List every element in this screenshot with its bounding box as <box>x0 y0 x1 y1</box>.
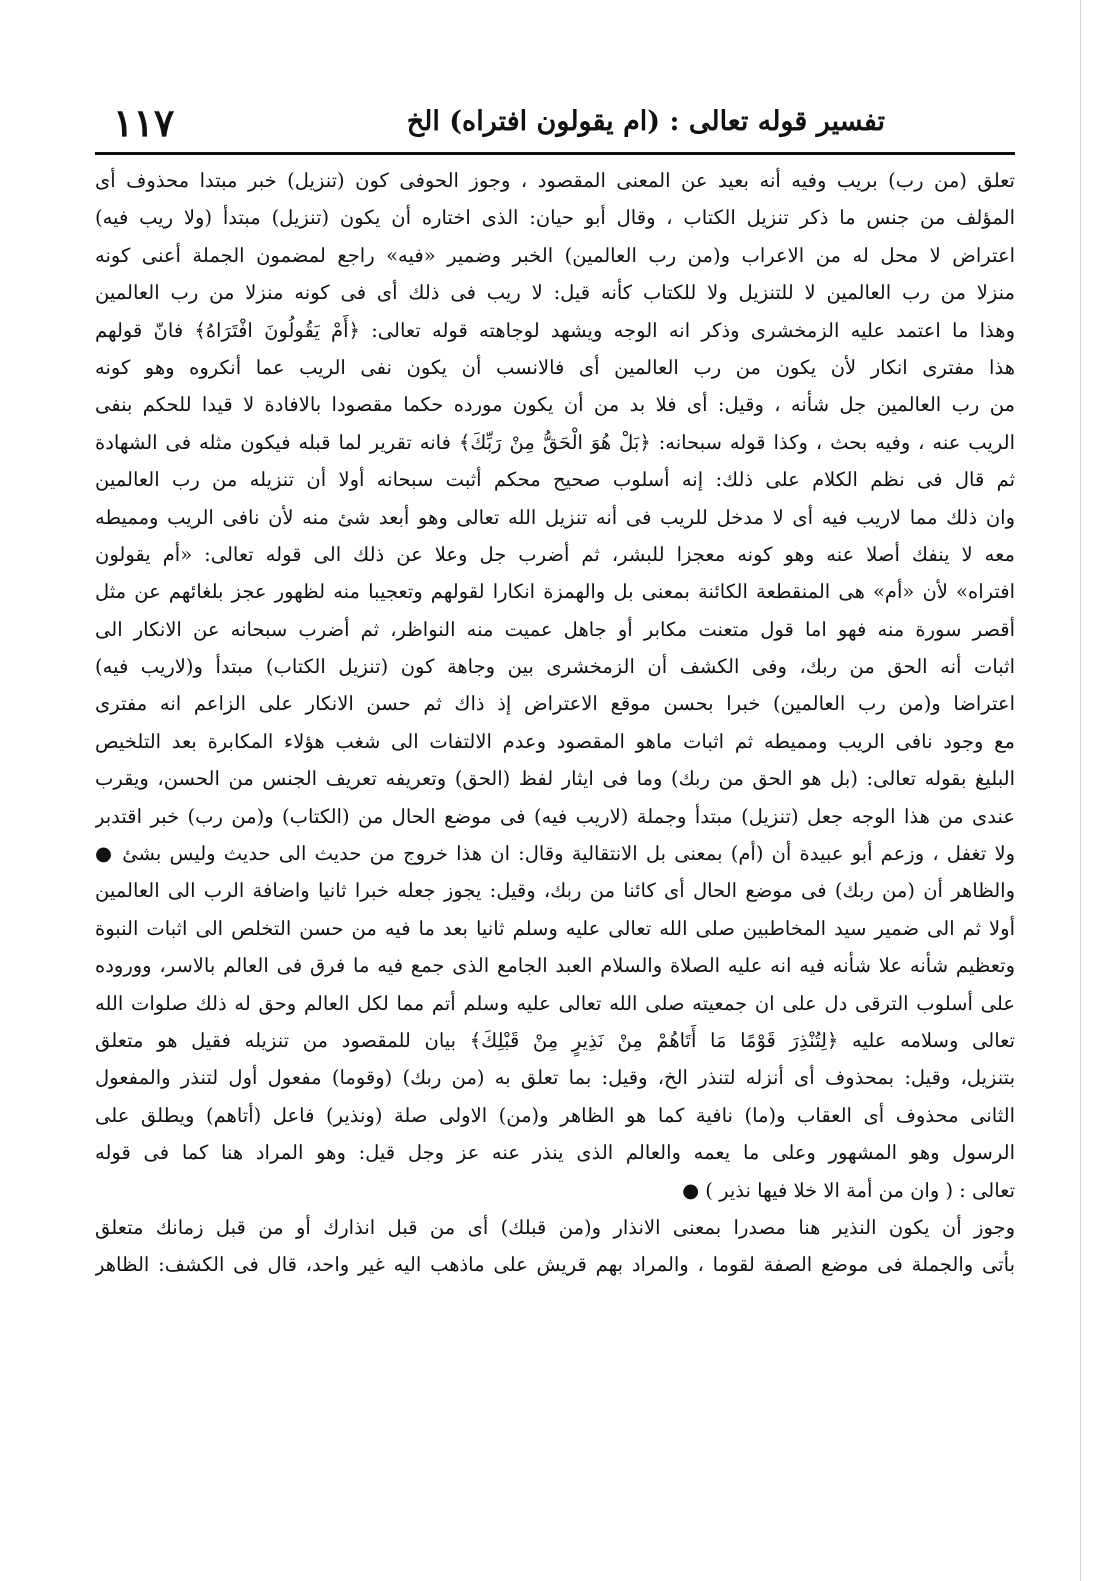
page-edge-line <box>1080 0 1081 1581</box>
text-line: على أسلوب الترقى دل على ان جمعيته صلى الله تعالى عليه وسلم أتم مما لكل العالم وحق له ذلك صلوات الله <box>95 991 1015 1015</box>
running-title: تفسير قوله تعالى : (ام يقولون افتراه) الخ <box>406 106 885 137</box>
text-line: أقصر سورة منه فهو اما قول متعنت مكابر أو جاهل عميت منه النواظر، ثم أضرب سبحانه عن الانكار الى <box>95 617 1015 641</box>
text-line: وجوز أن يكون النذير هنا مصدرا بمعنى الانذار و(من قبلك) أى من قبل انذارك أو من قبل زمانك متعلق <box>95 1215 1015 1239</box>
text-line: المؤلف من جنس ما ذكر تنزيل الكتاب ، وقال أبو حيان: الذى اختاره أن يكون (تنزيل) مبتدأ (ولا ريب فيه) <box>95 206 1015 230</box>
header-rule <box>95 152 1015 155</box>
page-number: ١١٧ <box>113 100 175 145</box>
text-line: تعالى : ( وان من أمة الا خلا فيها نذير ) ● <box>682 1178 1015 1202</box>
text-line: مع وجود نافى الريب ومميطه ثم اثبات ماهو المقصود وعدم الالتفات الى شغب هؤلاء المكابرة بعد التلخيص <box>95 729 1015 753</box>
text-line: بأتى والجملة فى موضع الصفة لقوما ، والمراد بهم قريش على ماذهب اليه غير واحد، قال فى الكشف: الظاهر <box>95 1253 1015 1277</box>
text-line: وهذا ما اعتمد عليه الزمخشرى وذكر انه الوجه ويشهد لوجاهته قوله تعالى: ﴿أَمْ يَقُولُونَ افْتَرَاهُ﴾ فانّ قولهم <box>95 318 1015 342</box>
text-line: معه لا ينفك أصلا عنه وهو كونه معجزا للبشر، ثم أضرب جل وعلا عن ذلك الى قوله تعالى: «أم يقولون <box>95 542 1015 566</box>
text-line: افتراه» لأن «أم» هى المنقطعة الكائنة بمعنى بل والهمزة انكارا لقولهم وتعجيبا منه لظهور عجز بلغائهم عن مثل <box>95 580 1015 604</box>
text-line: الثانى محذوف أى العقاب و(ما) نافية كما هو الظاهر و(من) الاولى صلة (ونذير) فاعل (أتاهم) ويطلق على <box>95 1103 1015 1127</box>
text-line: تعلق (من رب) بريب وفيه أنه بعيد عن المعنى المقصود ، وجوز الحوفى كون (تنزيل) خبر مبتدا محذوف أى <box>95 169 1015 192</box>
text-line: الرسول وهو المشهور وعلى ما يعمه والعالم الذى ينذر عنه عز وجل قيل: وهو المراد هنا كما فى قوله <box>95 1141 1015 1165</box>
text-line: وان ذلك مما لاريب فيه أى لا مدخل للريب فى أنه تنزيل الله تعالى وهو أبعد شئ منه لأن نافى الريب ومميطه <box>95 505 1015 529</box>
text-line: ولا تغفل ، وزعم أبو عبيدة أن (أم) بمعنى بل الانتقالية وقال: ان هذا خروج من حديث الى حديث وليس بشئ ● <box>95 842 1015 866</box>
text-line: البليغ بقوله تعالى: (بل هو الحق من ربك) وما فى ايثار لفظ (الحق) وتعريفه تعريف الجنس من الحسن، ويقرب <box>95 767 1015 791</box>
text-line: عندى من هذا الوجه جعل (تنزيل) مبتدأ وجملة (لاريب فيه) فى موضع الحال من (الكتاب) و(من رب) خبر اقتدبر <box>95 804 1015 828</box>
page-header <box>95 100 1015 148</box>
text-line: اعتراضا و(من رب العالمين) خبرا بحسن موقع الاعتراض إذ ذاك ثم حسن الانكار على الزاعم انه مفترى <box>95 692 1015 716</box>
text-line: الريب عنه ، وفيه بحث ، وكذا قوله سبحانه: ﴿بَلْ هُوَ الْحَقُّ مِنْ رَبِّكَ﴾ فانه تقرير لما قبله فيكون مثله فى الشهادة <box>95 430 1015 454</box>
text-line: وتعظيم شأنه علا شأنه فيه انه عليه الصلاة والسلام العبد الجامع الذى جمع فيه ما فرق فى العالم بالاسر، ووروده <box>95 954 1015 978</box>
text-line: منزلا من رب العالمين لا للتنزيل ولا للكتاب كأنه قيل: لا ريب فى ذلك أى فى كونه منزلا من رب العالمين <box>95 281 1015 305</box>
text-line: اعتراض لا محل له من الاعراب و(من رب العالمين) الخبر وضمير «فيه» راجع لمضمون الجملة أعنى كونه <box>95 243 1015 267</box>
text-line: من رب العالمين جل شأنه ، وقيل: أى فلا بد من أن يكون مورده حكما مقصودا بالافادة لا قيدا للحكم بنفى <box>95 393 1015 417</box>
text-line: تعالى وسلامه عليه ﴿لِتُنْذِرَ قَوْمًا مَا أَتَاهُمْ مِنْ نَذِيرٍ مِنْ قَبْلِكَ﴾ بيان للمقصود من تنزيله فقيل هو متعلق <box>95 1028 1015 1052</box>
text-line: والظاهر أن (من ربك) فى موضع الحال أى كائنا من ربك، وقيل: يجوز جعله خبرا ثانيا واضافة الرب الى العالمين <box>95 879 1015 903</box>
text-line: بتنزيل، وقيل: بمحذوف أى أنزله لتنذر الخ، وقيل: بما تعلق به (من ربك) (وقوما) مفعول أول لتنذر والمفعول <box>95 1066 1015 1090</box>
text-line: أولا ثم الى ضمير سيد المخاطبين صلى الله تعالى عليه وسلم ثانيا بعد ما فيه من حسن التخلص الى اثبات النبوة <box>95 916 1015 940</box>
body-text <box>95 162 1015 1284</box>
text-line: اثبات أنه الحق من ربك، وفى الكشف أن الزمخشرى بين وجاهة كون (تنزيل الكتاب) مبتدأ و(لاريب فيه) <box>95 655 1015 679</box>
text-line: ثم قال فى نظم الكلام على ذلك: إنه أسلوب صحيح محكم أثبت سبحانه أولا أن تنزيله من رب العالمين <box>95 468 1015 492</box>
text-line: هذا مفترى انكار لأن يكون من رب العالمين أى فالانسب أن يكون نفى الريب عما أنكروه وهو كونه <box>95 355 1015 379</box>
